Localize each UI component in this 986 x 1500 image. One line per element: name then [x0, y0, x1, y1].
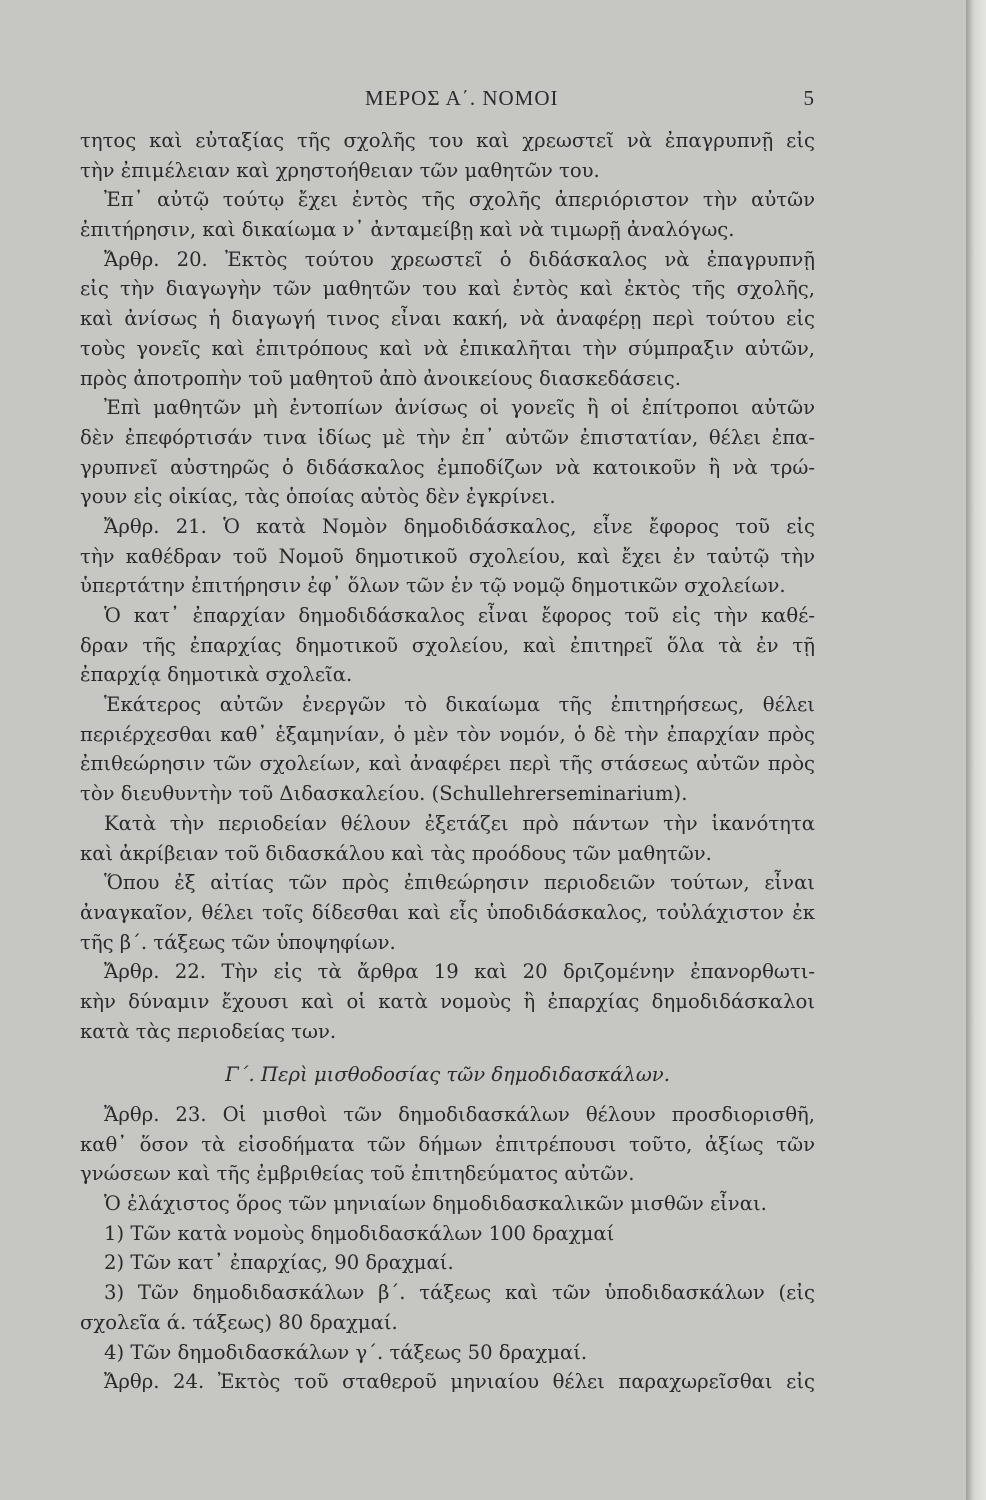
- text-line: Ὁ ἐλάχιστος ὅρος τῶν μηνιαίων δημοδιδασκαλικῶν μισθῶν εἶναι.: [104, 1192, 767, 1216]
- text-line: ἐπιτήρησιν, καὶ δικαίωμα ν᾽ ἀνταμείβῃ καὶ νὰ τιμωρῇ ἀναλόγως.: [80, 218, 735, 242]
- text-line: Ἐπ᾽ αὐτῷ τούτῳ ἔχει ἐντὸς τῆς σχολῆς ἀπεριόριστον τὴν αὐτῶν: [104, 188, 815, 212]
- text-line: τητος καὶ εὐταξίας τῆς σχολῆς του καὶ χρεωστεῖ νὰ ἐπαγρυπνῇ εἰς: [80, 129, 815, 152]
- text-line: Ἄρθρ. 24. Ἐκτὸς τοῦ σταθεροῦ μηνιαίου θέλει παραχωρεῖσθαι εἰς: [104, 1370, 815, 1394]
- text-line: καθ᾽ ὅσον τὰ εἰσοδήματα τῶν δήμων ἐπιτρέπουσι τοῦτο, ἀξίως τῶν: [80, 1132, 815, 1156]
- page-edge-shadow: [966, 0, 986, 1500]
- text-line: ἐπαρχίᾳ δημοτικὰ σχολεῖα.: [80, 663, 353, 687]
- text-line: δραν τῆς ἐπαρχίας δημοτικοῦ σχολείου, καὶ ἐπιτηρεῖ ὅλα τὰ ἐν τῇ: [80, 633, 815, 657]
- running-header: [80, 86, 815, 126]
- text-line: Ἄρθρ. 22. Τὴν εἰς τὰ ἄρθρα 19 καὶ 20 δριζομένην ἐπανορθωτι-: [104, 960, 815, 984]
- text-line: πρὸς ἀποτροπὴν τοῦ μαθητοῦ ἀπὸ ἀνοικείους διασκεδάσεις.: [80, 366, 681, 390]
- text-line: ἀναγκαῖον, θέλει τοῖς δίδεσθαι καὶ εἷς ὑποδιδάσκαλος, τοὐλάχιστον ἐκ: [80, 900, 815, 924]
- text-line: ὑπερτάτην ἐπιτήρησιν ἐφ᾽ ὅλων τῶν ἐν τῷ νομῷ δημοτικῶν σχολείων.: [80, 574, 786, 598]
- text-line: Ὁ κατ᾽ ἐπαρχίαν δημοδιδάσκαλος εἶναι ἔφορος τοῦ εἰς τὴν καθέ-: [104, 604, 815, 627]
- text-line: περιέρχεσθαι καθ᾽ ἑξαμηνίαν, ὁ μὲν τὸν νομόν, ὁ δὲ τὴν ἐπαρχίαν πρὸς: [80, 722, 815, 746]
- text-line: γνώσεων καὶ τῆς ἐμβριθείας τοῦ ἐπιτηδεύματος αὐτῶν.: [80, 1162, 635, 1186]
- text-line: κατὰ τὰς περιοδείας των.: [80, 1019, 337, 1043]
- text-line: δὲν ἐπεφόρτισάν τινα ἰδίως μὲ τὴν ἐπ᾽ αὐτῶν ἐπιστατίαν, θέλει ἐπα-: [80, 425, 815, 449]
- text-line: τὸν διευθυντὴν τοῦ Διδασκαλείου. (Schullehrerseminarium).: [80, 782, 688, 806]
- text-line: γουν εἰς οἰκίας, τὰς ὁποίας αὐτὸς δὲν ἐγκρίνει.: [80, 485, 556, 509]
- page-title: ΜΕΡΟΣ Α΄. ΝΟΜΟΙ: [365, 86, 559, 110]
- text-line: 3) Τῶν δημοδιδασκάλων β΄. τάξεως καὶ τῶν ὑποδιδασκάλων (εἰς: [104, 1281, 815, 1305]
- text-line: σχολεῖα ά. τάξεως) 80 δραχμαί.: [80, 1310, 398, 1334]
- text-line: Ἄρθρ. 21. Ὁ κατὰ Νομὸν δημοδιδάσκαλος, εἶνε ἔφορος τοῦ εἰς: [104, 514, 815, 538]
- text-line: 2) Τῶν κατ᾽ ἐπαρχίας, 90 δραχμαί.: [104, 1251, 454, 1275]
- section-heading: Γ΄. Περὶ μισθοδοσίας τῶν δημοδιδασκάλων.: [225, 1063, 670, 1087]
- text-line: τὴν ἐπιμέλειαν καὶ χρηστοήθειαν τῶν μαθητῶν του.: [80, 158, 600, 182]
- text-line: Ἑκάτερος αὐτῶν ἐνεργῶν τὸ δικαίωμα τῆς ἐπιτηρήσεως, θέλει: [104, 693, 815, 717]
- text-line: Ἄρθρ. 23. Οἱ μισθοὶ τῶν δημοδιδασκάλων θέλουν προσδιορισθῆ,: [104, 1103, 815, 1126]
- text-line: τῆς β΄. τάξεως τῶν ὑποψηφίων.: [80, 930, 396, 954]
- text-line: εἰς τὴν διαγωγὴν τῶν μαθητῶν του καὶ ἐντὸς καὶ ἐκτὸς τῆς σχολῆς,: [80, 277, 815, 301]
- text-line: Ὅπου ἐξ αἰτίας τῶν πρὸς ἐπιθεώρησιν περιοδειῶν τούτων, εἶναι: [104, 871, 815, 895]
- text-line: ἐπιθεώρησιν τῶν σχολείων, καὶ ἀναφέρει περὶ τῆς στάσεως αὐτῶν πρὸς: [80, 752, 815, 776]
- text-line: 4) Τῶν δημοδιδασκάλων γ΄. τάξεως 50 δραχμαί.: [104, 1340, 588, 1364]
- text-line: τοὺς γονεῖς καὶ ἐπιτρόπους καὶ νὰ ἐπικαλῆται τὴν σύμπραξιν αὐτῶν,: [80, 336, 815, 360]
- page-text: [80, 86, 815, 1397]
- text-line: Κατὰ τὴν περιοδείαν θέλουν ἐξετάζει πρὸ πάντων τὴν ἱκανότητα: [104, 811, 815, 835]
- text-line: τὴν καθέδραν τοῦ Νομοῦ δημοτικοῦ σχολείου, καὶ ἔχει ἐν ταὐτῷ τὴν: [80, 544, 815, 568]
- text-line: καὶ ἀνίσως ἡ διαγωγή τινος εἶναι κακή, νὰ ἀναφέρῃ περὶ τούτου εἰς: [80, 307, 815, 331]
- page-number: 5: [803, 86, 815, 110]
- text-line: Ἐπὶ μαθητῶν μὴ ἐντοπίων ἀνίσως οἱ γονεῖς ἢ οἱ ἐπίτροποι αὐτῶν: [104, 396, 815, 420]
- text-line: γρυπνεῖ αὐστηρῶς ὁ διδάσκαλος ἐμποδίζων νὰ κατοικοῦν ἢ νὰ τρώ-: [80, 455, 815, 479]
- text-line: κὴν δύναμιν ἔχουσι καὶ οἱ κατὰ νομοὺς ἢ ἐπαρχίας δημοδιδάσκαλοι: [80, 989, 815, 1013]
- text-line: 1) Τῶν κατὰ νομοὺς δημοδιδασκάλων 100 δραχμαί: [104, 1221, 615, 1245]
- text-line: καὶ ἀκρίβειαν τοῦ διδασκάλου καὶ τὰς προόδους τῶν μαθητῶν.: [80, 841, 712, 865]
- text-line: Ἄρθρ. 20. Ἐκτὸς τούτου χρεωστεῖ ὁ διδάσκαλος νὰ ἐπαγρυπνῇ: [104, 247, 815, 271]
- body-text: [80, 126, 815, 1397]
